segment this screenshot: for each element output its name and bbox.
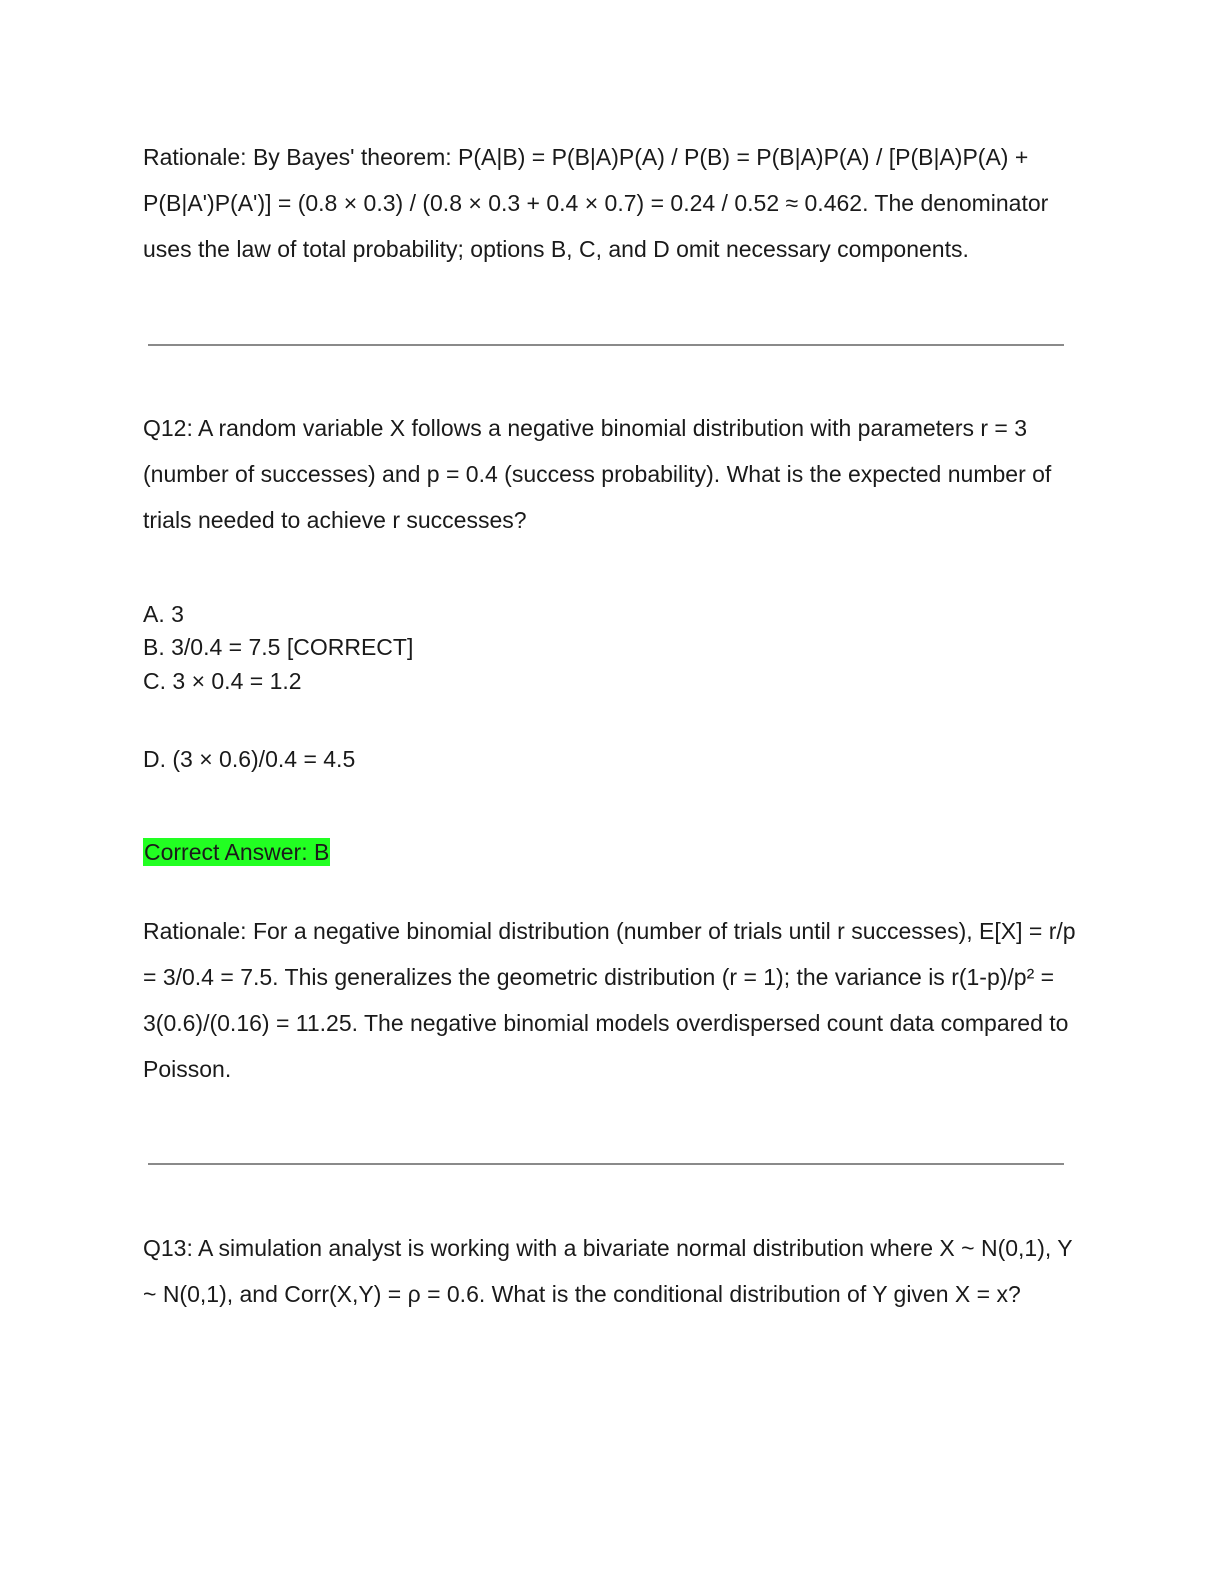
q12-question-block [143, 405, 1078, 543]
q12-question: Q12: A random variable X follows a negative binomial distribution with parameters r = 3 (number of successes) and p = 0.4 (success probability). What is the expected number of trials needed to achieve r successes? [143, 415, 1052, 533]
q13-question: Q13: A simulation analyst is working with a bivariate normal distribution where X ~ N(0,1), Y ~ N(0,1), and Corr(X,Y) = ρ = 0.6. What is the conditional distribution of Y given X = x? [143, 1235, 1073, 1307]
section-divider [148, 344, 1064, 346]
q12-rationale: Rationale: For a negative binomial distribution (number of trials until r successes), E[X] = r/p = 3/0.4 = 7.5. This generalizes the geometric distribution (r = 1); the variance is r(1-p)/p² = 3(0.6)/(0.16) = 11.25. The negative binomial models overdispersed count data compared to Poisson. [143, 918, 1076, 1082]
q12-option-d: D. (3 × 0.6)/0.4 = 4.5 [143, 746, 356, 772]
q11-rationale: Rationale: By Bayes' theorem: P(A|B) = P(B|A)P(A) / P(B) = P(B|A)P(A) / [P(B|A)P(A) + P(B|A')P(A')] = (0.8 × 0.3) / (0.8 × 0.3 + 0.4 × 0.7) = 0.24 / 0.52 ≈ 0.462. The denominator uses the law of total probability; options B, C, and D omit necessary components. [143, 144, 1049, 262]
q12-option-c: C. 3 × 0.4 = 1.2 [143, 668, 302, 694]
q11-rationale-block [143, 134, 1078, 272]
q12-rationale-block [143, 908, 1078, 1092]
q12-option-a: A. 3 [143, 601, 184, 627]
q13-question-block [143, 1225, 1078, 1317]
section-divider [148, 1163, 1064, 1165]
q12-correct-answer: Correct Answer: B [144, 839, 330, 865]
q12-option-b: B. 3/0.4 = 7.5 [CORRECT] [143, 634, 414, 660]
